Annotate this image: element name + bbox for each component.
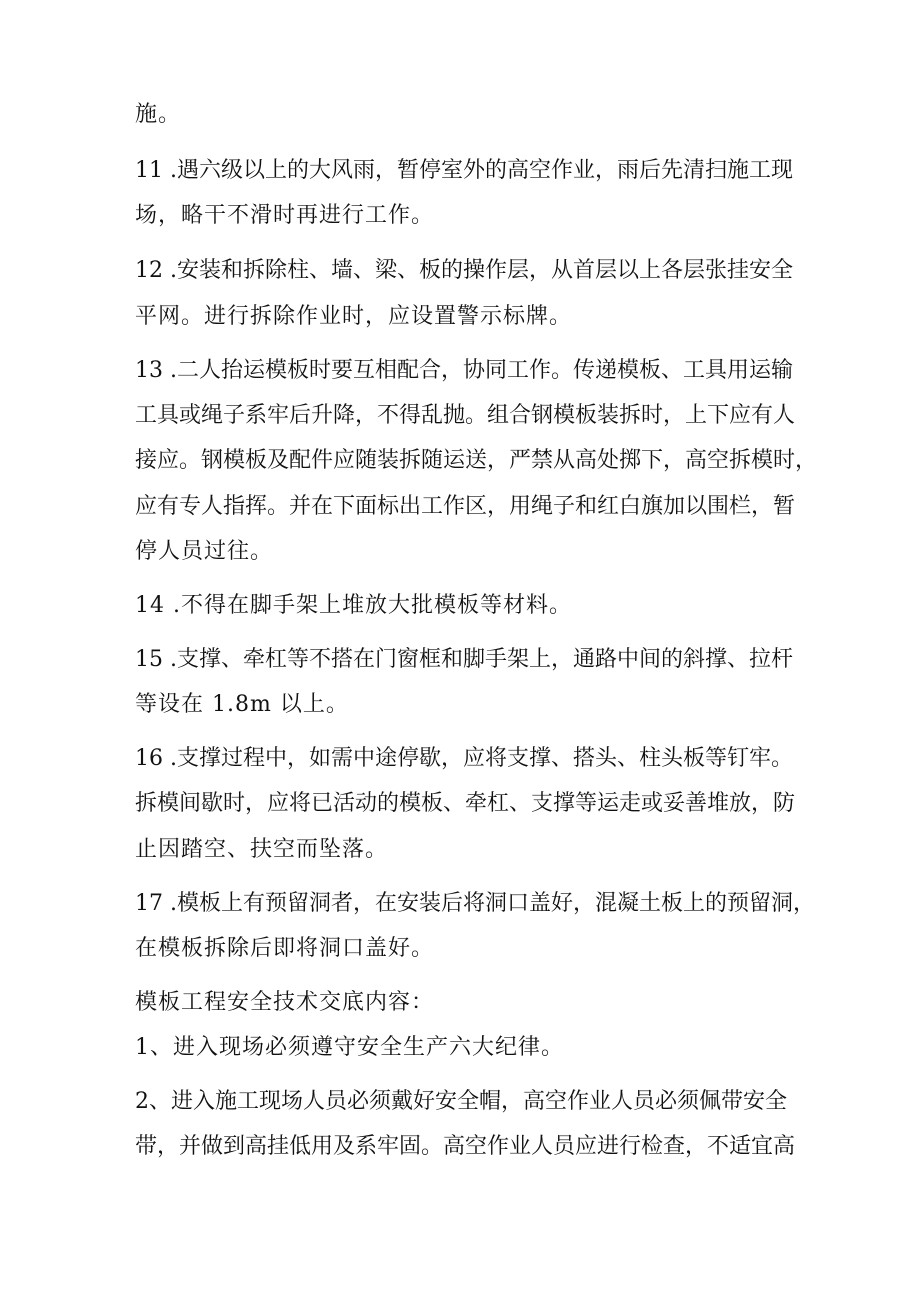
text-line: 17 .模板上有预留洞者，在安装后将洞口盖好，混凝土板上的预留洞， <box>135 891 815 916</box>
text-line: 16 .支撑过程中，如需中途停歇，应将支撑、搭头、柱头板等钉牢。 <box>135 746 793 771</box>
text-line: 模板工程安全技术交底内容： <box>135 990 435 1015</box>
text-line: 停人员过往。 <box>135 539 274 564</box>
text-line: 工具或绳子系牢后升降，不得乱抛。组合钢模板装拆时，上下应有人 <box>135 403 796 428</box>
text-line: 1、进入现场必须遵守安全生产六大纪律。 <box>135 1035 564 1060</box>
text-line: 平网。进行拆除作业时，应设置警示标牌。 <box>135 304 573 329</box>
text-line: 11 .遇六级以上的大风雨，暂停室外的高空作业，雨后先清扫施工现 <box>135 158 793 183</box>
text-line: 15 .支撑、牵杠等不搭在门窗框和脚手架上，通路中间的斜撑、拉杆 <box>135 647 793 672</box>
text-line: 14 .不得在脚手架上堆放大批模板等材料。 <box>135 593 572 618</box>
text-line: 2、进入施工现场人员必须戴好安全帽，高空作业人员必须佩带安全 <box>135 1089 787 1114</box>
text-line: 施。 <box>135 102 182 127</box>
text-line: 等设在 1.8m 以上。 <box>135 692 349 717</box>
text-line: 场，略干不滑时再进行工作。 <box>135 203 435 228</box>
text-line: 带，并做到高挂低用及系牢固。高空作业人员应进行检查，不适宜高 <box>135 1134 796 1159</box>
text-line: 应有专人指挥。并在下面标出工作区，用绳子和红白旗加以围栏，暂 <box>135 494 796 519</box>
text-line: 接应。钢模板及配件应随装拆随运送，严禁从高处掷下，高空拆模时， <box>135 448 818 473</box>
text-line: 在模板拆除后即将洞口盖好。 <box>135 936 435 961</box>
text-line: 12 .安装和拆除柱、墙、梁、板的操作层，从首层以上各层张挂安全 <box>135 258 793 283</box>
text-line: 拆模间歇时，应将已活动的模板、牵杠、支撑等运走或妥善堆放，防 <box>135 791 796 816</box>
text-line: 止因踏空、扶空而坠落。 <box>135 837 389 862</box>
text-line: 13 .二人抬运模板时要互相配合，协同工作。传递模板、工具用运输 <box>135 358 793 383</box>
